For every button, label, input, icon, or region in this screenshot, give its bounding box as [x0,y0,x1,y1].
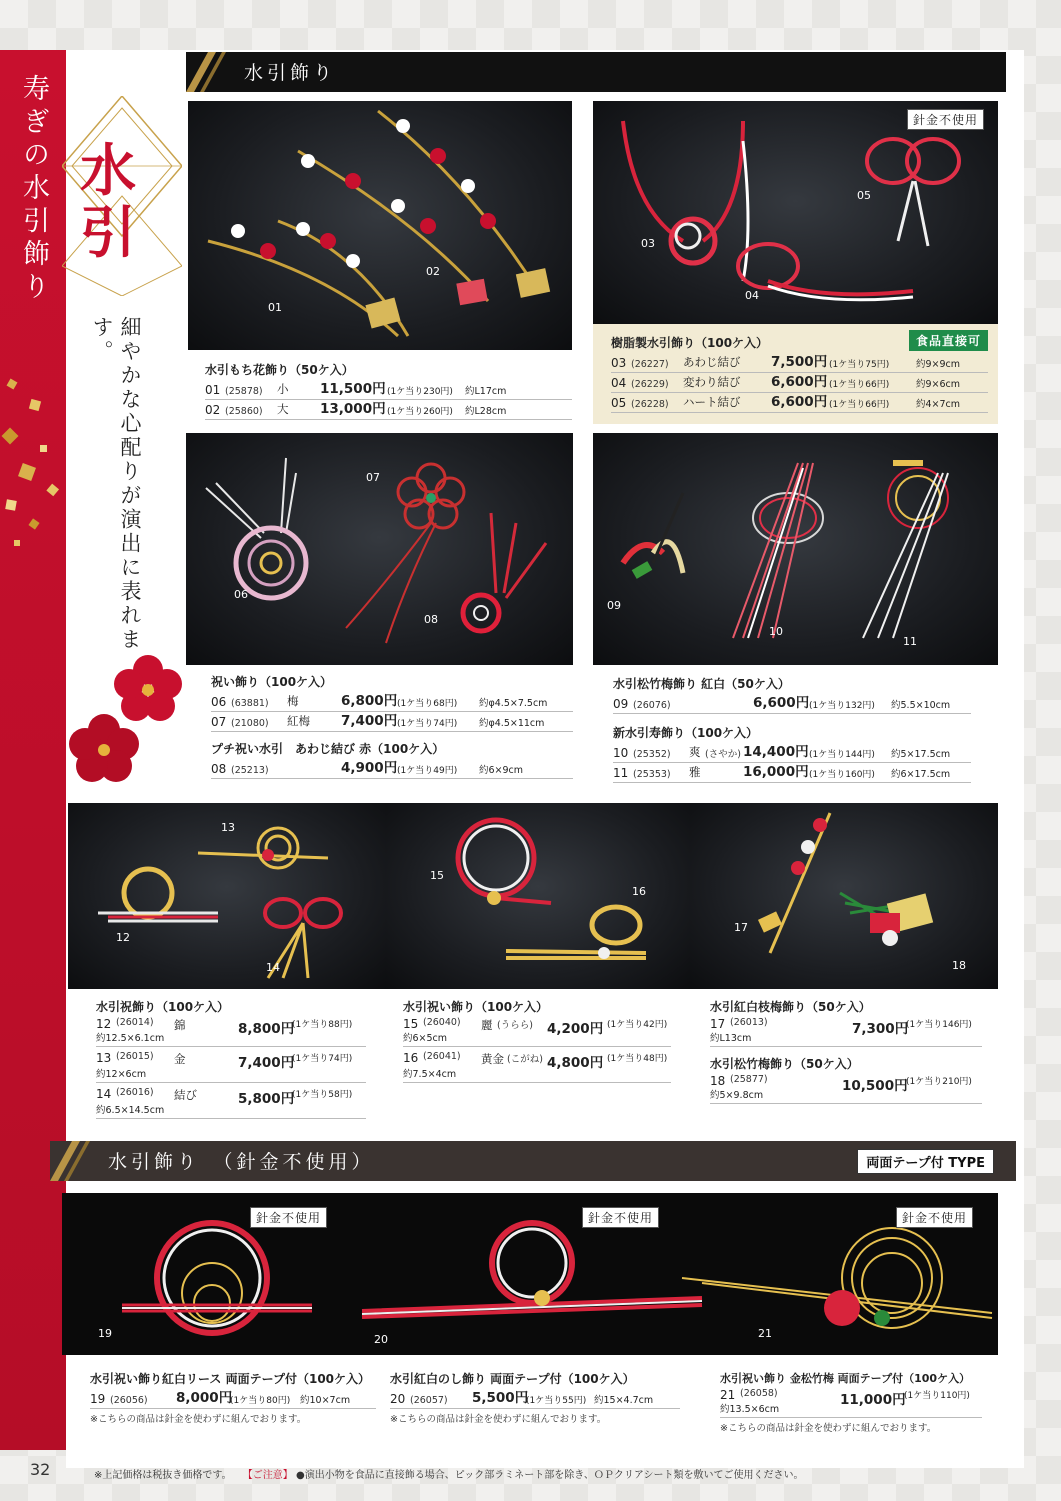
photo-label-19: 19 [98,1327,112,1340]
item-unit-price: (1ケ当り75円) [829,360,890,370]
emblem-kanji-1: 水 [80,138,136,204]
item-size: 約12.5×6.1cm [96,1033,165,1044]
product-row [96,1051,366,1071]
item-price: 10,500円 [842,1078,908,1094]
item-price: 5,500円 [472,1390,529,1406]
item-code: (63881) [231,698,269,709]
item-number: 15 [403,1017,419,1031]
item-variant: 黄金 [481,1052,504,1066]
info-shuku [96,998,366,1119]
mochi-flower-icon [188,101,572,350]
photo-iwai2 [386,803,690,989]
product-row [710,1017,982,1037]
item-unit-price: (1ケ当り49円) [397,766,458,776]
item-number: 10 [613,746,629,760]
food-safe-badge: 食品直接可 [909,330,988,351]
item-size: 約13.5×6cm [720,1404,780,1415]
item-number: 09 [613,697,629,711]
item-size: 約7.5×4cm [403,1069,457,1080]
item-variant: 大 [277,402,289,416]
product-name: 水引祝い飾り 金松竹梅 両面テープ付（100ケ入） [720,1372,971,1385]
photo-label-03: 03 [641,237,655,250]
item-variant: 雅 [689,765,701,779]
product-row [96,1017,366,1037]
section-header-1 [186,52,1006,92]
item-code: (26016) [116,1087,154,1098]
item-code: (26040) [423,1017,461,1028]
item-number: 02 [205,403,221,417]
item-number: 12 [96,1017,112,1031]
item-size: 約6.5×14.5cm [96,1105,165,1116]
item-reading: (うらら) [497,1020,533,1031]
info-noshi [390,1370,680,1425]
photo-label-13: 13 [221,821,235,834]
item-size-row [403,1067,671,1083]
emblem-kanji-2: 引 [80,200,136,266]
product-row [390,1389,680,1409]
item-size: 約φ4.5×7.5cm [479,698,548,709]
photo-label-06: 06 [234,588,248,601]
caution-text: ●演出小物を食品に直接飾る場合、ピック部ラミネート部を除き、ＯＰクリアシート類を敷いてご使用ください。 [295,1470,804,1481]
item-unit-price: (1ケ当り80円) [230,1396,291,1406]
photo-label-05: 05 [857,189,871,202]
item-size: 約5.5×10cm [891,700,951,711]
item-price: 7,400円 [341,713,398,729]
item-size: 約15×4.7cm [594,1395,654,1406]
product-name: 新水引寿飾り（100ケ入） [613,726,759,740]
item-price: 14,400円 [743,744,809,760]
item-variant: 梅 [287,694,299,708]
item-size-row [710,1031,982,1047]
tagline: 細やかな心配りが演出に表れます。 [90,316,142,652]
photo-nowire-strip [62,1193,998,1355]
item-price: 4,800円 [547,1055,604,1071]
item-code: (26229) [631,379,669,390]
item-size-row [710,1088,982,1104]
item-price: 6,800円 [341,693,398,709]
item-price: 11,500円 [320,381,386,397]
product-name: 水引松竹梅飾り 紅白（50ケ入） [613,677,790,691]
photo-label-21: 21 [758,1327,772,1340]
product-row [205,380,572,400]
item-code: (25213) [231,765,269,776]
no-wire-badge: 針金不使用 [582,1207,659,1228]
item-variant: あわじ結び [683,355,741,369]
photo-shuku [68,803,386,989]
item-unit-price: (1ケ当り74円) [397,719,458,729]
info-iwai2 [403,998,671,1083]
item-code: (26014) [116,1017,154,1028]
photo-edaume [690,803,998,989]
item-reading: (こがね) [507,1054,543,1065]
item-size: 約5×9.8cm [710,1090,764,1101]
photo-label-08: 08 [424,613,438,626]
item-note: ※こちらの商品は針金を使わずに組んでおります。 [720,1423,937,1434]
product-name: 水引紅白枝梅飾り（50ケ入） [710,1000,871,1014]
item-code: (26041) [423,1051,461,1062]
photo-label-10: 10 [769,625,783,638]
item-code: (25353) [633,769,671,780]
item-unit-price: (1ケ当り230円) [387,387,453,397]
product-row [403,1017,671,1037]
product-name: 水引祝い飾り紅白リース 両面テープ付（100ケ入） [90,1372,371,1386]
item-variant: ハート結び [683,395,741,409]
side-title: 寿ぎの水引飾り [18,74,49,305]
item-number: 18 [710,1074,726,1088]
info-edaume [710,998,982,1104]
product-row [710,1074,982,1094]
section-header-2 [50,1141,1016,1181]
item-size: 約4×7cm [916,399,961,410]
item-code: (25878) [225,386,263,397]
caution-label: 【ご注意】 [242,1470,293,1481]
item-unit-price: (1ケ当り88円) [292,1020,353,1030]
item-unit-price: (1ケ当り66円) [829,400,890,410]
item-price: 8,800円 [238,1021,295,1037]
item-price: 16,000円 [743,764,809,780]
photo-mochi [188,101,572,350]
product-row [613,763,971,783]
item-variant: 結び [174,1088,197,1102]
item-size-row [403,1031,671,1047]
item-unit-price: (1ケ当り74円) [292,1054,353,1064]
item-variant: 錦 [174,1018,186,1032]
item-code: (26228) [631,399,669,410]
tax-note: ※上記価格は税抜き価格です。 [94,1470,232,1481]
header-stripe-icon [50,1141,108,1181]
photo-label-11: 11 [903,635,917,648]
header-stripe-icon [186,52,244,92]
item-unit-price: (1ケ当り66円) [829,380,890,390]
item-unit-price: (1ケ当り210円) [906,1077,972,1087]
item-size-row [96,1031,366,1047]
photo-label-02: 02 [426,265,440,278]
resin-knot-icon [593,101,998,324]
item-number: 01 [205,383,221,397]
item-unit-price: (1ケ当り132円) [809,701,875,711]
item-variant: 紅梅 [287,714,310,728]
product-row [720,1388,982,1408]
item-number: 14 [96,1087,112,1101]
item-number: 11 [613,766,629,780]
no-wire-badge: 針金不使用 [896,1207,973,1228]
item-size: 約6×17.5cm [891,769,951,780]
item-number: 20 [390,1392,406,1406]
plum-blossom-icon [66,650,184,790]
item-note: ※こちらの商品は針金を使わずに組んでおります。 [90,1414,307,1425]
item-reading: (さやか) [705,749,741,760]
iwai-ornament-icon [186,433,573,665]
item-number: 07 [211,715,227,729]
product-name: プチ祝い水引 あわじ結び 赤（100ケ入） [211,742,445,756]
item-unit-price: (1ケ当り58円) [292,1090,353,1100]
info-kotobuki [613,675,971,783]
photo-label-12: 12 [116,931,130,944]
item-price: 7,500円 [771,354,828,370]
item-size: 約L17cm [465,386,507,397]
photo-label-01: 01 [268,301,282,314]
page-number: 32 [30,1460,51,1479]
item-price: 5,800円 [238,1091,295,1107]
no-wire-badge: 針金不使用 [907,109,984,130]
item-size: 約9×9cm [916,359,961,370]
item-size: 約L28cm [465,406,507,417]
item-number: 06 [211,695,227,709]
photo-label-04: 04 [745,289,759,302]
item-number: 05 [611,396,627,410]
item-unit-price: (1ケ当り48円) [607,1054,668,1064]
item-number: 21 [720,1388,736,1402]
item-size: 約12×6cm [96,1069,147,1080]
item-size: 約L13cm [710,1033,752,1044]
item-price: 13,000円 [320,401,386,417]
photo-label-14: 14 [266,961,280,974]
item-number: 04 [611,376,627,390]
emblem-kanji [80,140,136,264]
no-wire-badge: 針金不使用 [250,1207,327,1228]
product-name: 水引祝い飾り（100ケ入） [403,1000,549,1014]
item-code: (26057) [410,1395,448,1406]
item-variant: 金 [174,1052,186,1066]
item-number: 17 [710,1017,726,1031]
info-kinsho [720,1370,982,1434]
item-number: 08 [211,762,227,776]
item-size-row [720,1402,982,1418]
item-unit-price: (1ケ当り260円) [387,407,453,417]
item-unit-price: (1ケ当り68円) [397,699,458,709]
item-size: 約6×5cm [403,1033,448,1044]
kotobuki-ornament-icon [593,433,998,665]
item-size: 約6×9cm [479,765,524,776]
item-size-row [96,1103,366,1119]
photo-label-20: 20 [374,1333,388,1346]
item-price: 11,000円 [840,1392,906,1408]
item-variant: 麗 [481,1018,493,1032]
product-name: 水引もち花飾り（50ケ入） [205,363,354,377]
product-name: 祝い飾り（100ケ入） [211,675,333,689]
gold-confetti-icon [0,360,66,560]
product-row [611,393,988,413]
item-code: (21080) [231,718,269,729]
item-variant: 小 [277,382,289,396]
item-number: 03 [611,356,627,370]
photo-label-16: 16 [632,885,646,898]
item-size-row [96,1067,366,1083]
item-price: 4,200円 [547,1021,604,1037]
item-size: 約φ4.5×11cm [479,718,545,729]
product-row [96,1087,366,1107]
product-name: 樹脂製水引飾り（100ケ入） [611,336,769,350]
photo-iwai [186,433,573,665]
item-code: (26227) [631,359,669,370]
item-unit-price: (1ケ当り160円) [809,770,875,780]
item-number: 19 [90,1392,106,1406]
item-unit-price: (1ケ当り42円) [607,1020,668,1030]
product-row [403,1051,671,1071]
product-row [211,759,573,779]
item-size: 約9×6cm [916,379,961,390]
photo-label-17: 17 [734,921,748,934]
product-name: 水引紅白のし飾り 両面テープ付（100ケ入） [390,1372,635,1386]
item-code: (26058) [740,1388,778,1399]
item-variant: 爽 [689,745,701,759]
item-unit-price: (1ケ当り144円) [809,750,875,760]
product-row [90,1389,376,1409]
tape-type-badge: 両面テープ付 TYPE [857,1149,994,1174]
info-wreath [90,1370,376,1425]
item-code: (25860) [225,406,263,417]
photo-label-07: 07 [366,471,380,484]
item-price: 6,600円 [753,695,810,711]
photo-label-09: 09 [607,599,621,612]
info-mochi [205,361,572,420]
product-name: 水引松竹梅飾り（50ケ入） [710,1057,859,1071]
item-number: 13 [96,1051,112,1065]
section-title-1: 水引飾り [244,62,337,84]
item-number: 16 [403,1051,419,1065]
photo-label-18: 18 [952,959,966,972]
info-iwai [211,673,573,779]
item-code: (26076) [633,700,671,711]
item-code: (26013) [730,1017,768,1028]
item-code: (25877) [730,1074,768,1085]
info-resin [593,324,998,424]
item-note: ※こちらの商品は針金を使わずに組んでおります。 [390,1414,607,1425]
item-price: 7,300円 [852,1021,909,1037]
item-price: 7,400円 [238,1055,295,1071]
item-code: (26015) [116,1051,154,1062]
photo-label-15: 15 [430,869,444,882]
item-size: 約5×17.5cm [891,749,951,760]
product-row [205,400,572,420]
item-price: 4,900円 [341,760,398,776]
footer-notes [94,1466,804,1481]
product-row [211,712,573,732]
photo-resin [593,101,998,324]
item-unit-price: (1ケ当り55円) [526,1396,587,1406]
item-size: 約10×7cm [300,1395,351,1406]
item-unit-price: (1ケ当り110円) [904,1391,970,1401]
product-row [613,694,971,714]
item-code: (25352) [633,749,671,760]
nowire-ornaments-icon [62,1193,998,1355]
item-price: 6,600円 [771,394,828,410]
photo-kotobuki [593,433,998,665]
item-price: 8,000円 [176,1390,233,1406]
item-unit-price: (1ケ当り146円) [906,1020,972,1030]
section-title-2: 水引飾り （針金不使用） [108,1151,375,1173]
item-price: 6,600円 [771,374,828,390]
product-name: 水引祝飾り（100ケ入） [96,1000,230,1014]
item-variant: 変わり結び [683,375,741,389]
item-code: (26056) [110,1395,148,1406]
